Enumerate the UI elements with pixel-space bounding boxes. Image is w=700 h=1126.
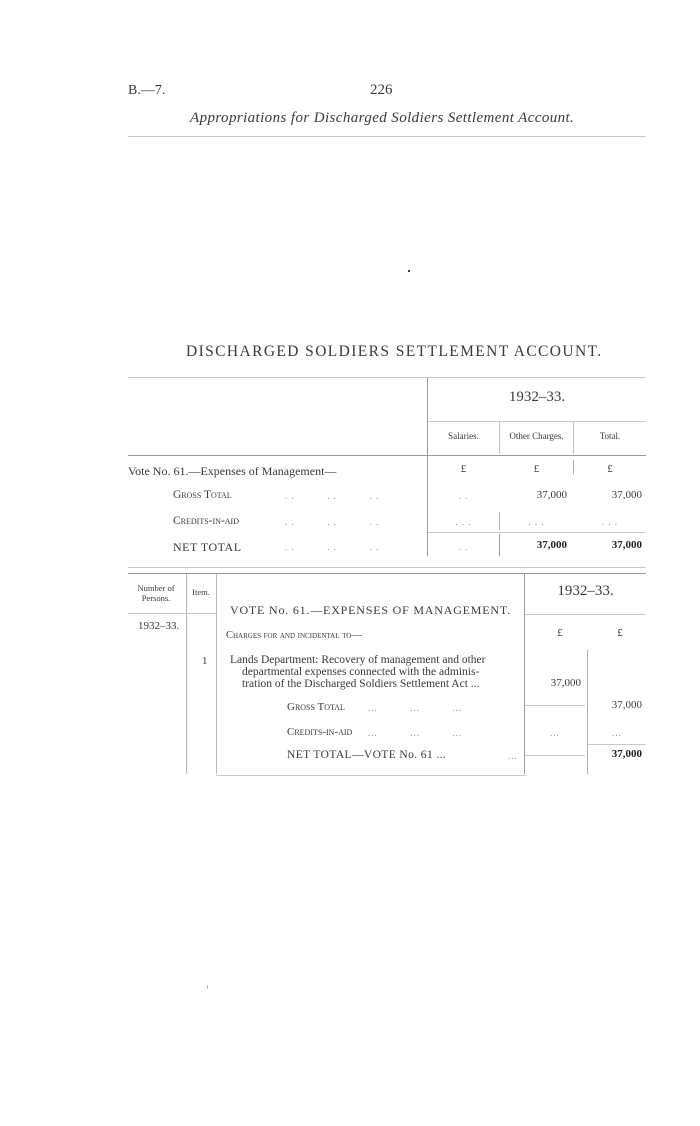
ink-speck [408,270,410,272]
summary-gross-salaries: . . [458,491,469,501]
col-header-other-charges: Other Charges. [509,431,564,441]
detail-item-line-1: Lands Department: Recovery of management and other [230,654,486,666]
detail-text-divider [524,574,525,774]
page-number: 226 [370,82,393,98]
document-title: DISCHARGED SOLDIERS SETTLEMENT ACCOUNT. [186,343,603,360]
summary-header-rule [128,455,646,456]
summary-top-rule [128,377,646,378]
summary-gross-other: 37,000 [536,489,567,501]
summary-tick-1 [573,460,574,474]
col-header-persons: Number of Persons. [137,583,175,603]
detail-top-rule [128,573,646,574]
detail-credits-leaders: ... ... ... [368,728,463,738]
detail-item-number: 1 [202,655,208,667]
detail-currency-2: £ [617,627,623,639]
col-header-item: Item. [192,587,210,597]
col-header-total: Total. [599,431,621,441]
summary-credits-rule [428,532,646,533]
summary-net-leaders: . . . . . . [285,542,380,552]
detail-net-total: 37,000 [611,748,642,760]
header-rule [128,136,646,137]
detail-year-rule [525,614,646,615]
summary-credits-label: Credits-in-aid [173,515,239,527]
detail-persons-year: 1932–33. [138,620,180,632]
detail-year: 1932–33. [557,583,614,599]
detail-credits-rule [588,744,646,745]
detail-charges-heading: Charges for and incidental to— [226,630,362,641]
detail-credits-amount: ... [550,728,560,738]
detail-item-line-3: tration of the Discharged Soldiers Settlement Act ... [242,678,480,690]
summary-credits-leaders: . . . . . . [285,517,380,527]
summary-net-total: 37,000 [611,539,642,551]
summary-year: 1932–33. [508,389,566,405]
summary-currency-total: £ [607,463,613,475]
summary-gross-label: Gross Total [173,489,232,501]
summary-currency-salaries: £ [460,463,467,475]
page-ref: B.—7. [128,83,166,98]
summary-credits-total: . . . [601,517,619,527]
detail-net-label: NET TOTAL—VOTE No. 61 ... [287,749,447,761]
detail-credits-label: Credits-in-aid [287,726,353,738]
detail-credits-total: ... [612,728,622,738]
detail-net-rule [525,755,585,756]
summary-tick-2 [499,512,500,530]
summary-credits-other: . . . [528,517,545,527]
detail-gross-rule [525,705,585,706]
detail-net-leaders: ... [508,751,518,761]
detail-currency-1: £ [557,627,563,639]
summary-net-salaries: . . [458,542,469,552]
summary-net-label: NET TOTAL [173,540,242,554]
detail-header-rule [128,613,216,614]
summary-currency-other: £ [533,463,540,475]
detail-persons-divider [186,574,187,774]
detail-gross-label: Gross Total [287,701,345,713]
detail-item-divider [216,574,217,774]
summary-credits-salaries: . . . [455,517,472,527]
detail-gross-leaders: ... ... ... [368,703,463,713]
summary-vote-label: Vote No. 61.—Expenses of Management— [128,464,337,478]
detail-item-line-2: departmental expenses connected with the adminis- [242,666,480,678]
summary-gross-leaders: . . . . . . [285,491,380,501]
running-title: Appropriations for Discharged Soldiers Settlement Account. [190,110,575,126]
col-header-salaries: Salaries. [448,431,479,441]
summary-net-other: 37,000 [536,539,567,551]
detail-bottom-rule [216,775,526,776]
detail-vote-title: VOTE No. 61.—EXPENSES OF MANAGEMENT. [230,603,511,617]
summary-bottom-rule [128,567,646,568]
summary-gross-total: 37,000 [611,489,642,501]
detail-gross-total: 37,000 [611,699,642,711]
summary-year-rule [428,421,646,422]
detail-item-amount: 37,000 [550,677,581,689]
faint-mark [207,985,208,989]
